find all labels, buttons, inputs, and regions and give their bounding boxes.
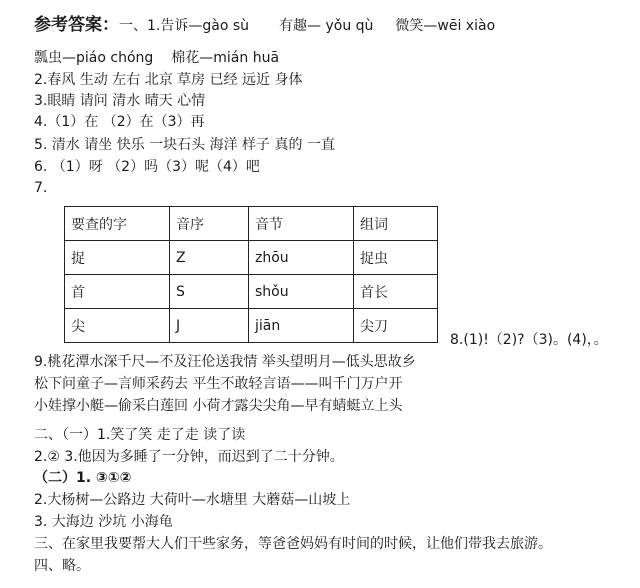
table-header: 要查的字 (65, 207, 170, 241)
table-header: 音节 (249, 207, 354, 241)
table-row (65, 309, 438, 343)
part2-answer-2-3: 2.② 3.他因为多睡了一分钟，而迟到了二十分钟。 (34, 449, 344, 465)
answer-5: 5. 清水 请坐 快乐 一块石头 海洋 样子 真的 一直 (34, 137, 335, 153)
answer-1-5: 棉花—mián huā (171, 50, 280, 66)
answer-9-line3: 小娃撑小艇—偷采白莲回 小荷才露尖尖角—早有蜻蜓立上头 (34, 398, 403, 414)
answer-1-2: 有趣— yǒu qù (279, 18, 374, 34)
table-cell: shǒu (249, 275, 354, 309)
table-cell: S (170, 275, 249, 309)
table-row (65, 275, 438, 309)
part2-sub2-answer-2: 2.大杨树—公路边 大荷叶—水塘里 大蘑菇—山坡上 (34, 492, 351, 508)
pinyin-lookup-table (64, 206, 438, 343)
table-header: 音序 (170, 207, 249, 241)
answer-4: 4.（1）在 （2）在（3）再 (34, 114, 205, 130)
answer-1-1: 一、1.告诉—gào sù (119, 18, 250, 34)
part3-answer: 三、在家里我要帮大人们干些家务，等爸爸妈妈有时间的时候，让他们带我去旅游。 (34, 536, 552, 552)
table-cell: J (170, 309, 249, 343)
answer-7-label: 7. (34, 180, 48, 196)
header-line (34, 15, 495, 36)
table-cell: 尖刀 (354, 309, 438, 343)
table-cell: Z (170, 241, 249, 275)
answer-9-line2: 松下问童子—言师采药去 平生不敢轻言语——叫千门万户开 (34, 376, 403, 392)
table-header-row (65, 207, 438, 241)
table-row (65, 241, 438, 275)
table-cell: 捉 (65, 241, 170, 275)
part4-answer: 四、略。 (34, 558, 90, 574)
table-cell: zhōu (249, 241, 354, 275)
answer-3: 3.眼睛 请问 清水 晴天 心情 (34, 93, 206, 109)
answer-1-cont (34, 48, 279, 68)
answer-9-line1: 9.桃花潭水深千尺—不及汪伦送我情 举头望明月—低头思故乡 (34, 354, 416, 370)
table-header: 组词 (354, 207, 438, 241)
table-cell: jiān (249, 309, 354, 343)
table-cell: 捉虫 (354, 241, 438, 275)
table-cell: 首长 (354, 275, 438, 309)
answer-8: 8.(1)!（2)?（3)。(4)，。 (450, 332, 608, 348)
answer-1-4: 瓢虫—piáo chóng (34, 50, 154, 66)
part2-sub2-answer-1: （二）1. ③①② (34, 470, 132, 486)
answer-1-3: 微笑—wēi xiào (395, 18, 496, 34)
table-cell: 首 (65, 275, 170, 309)
answer-2: 2.春风 生动 左右 北京 草房 已经 远近 身体 (34, 72, 303, 88)
answer-6: 6. （1）呀 （2）吗（3）呢（4）吧 (34, 159, 260, 175)
table-cell: 尖 (65, 309, 170, 343)
part2-sub2-answer-3: 3. 大海边 沙坑 小海龟 (34, 514, 173, 530)
part2-heading: 二、（一）1.笑了笑 走了走 读了读 (34, 427, 246, 443)
page-title: 参考答案： (34, 15, 119, 35)
